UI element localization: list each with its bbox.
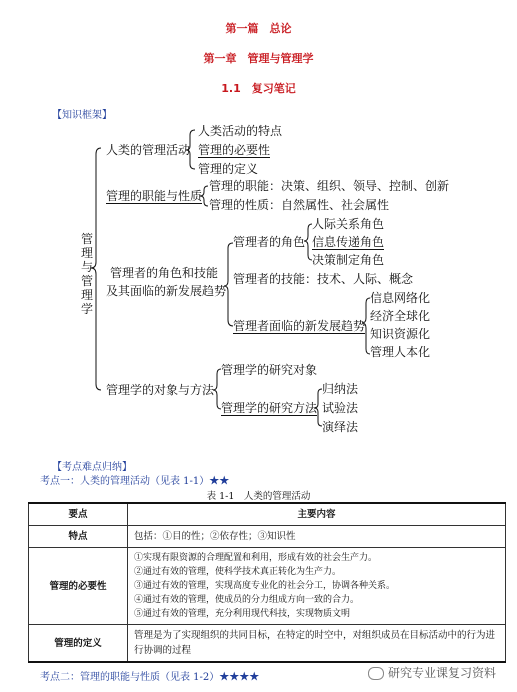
section-title: 1.1 复习笔记 bbox=[221, 82, 296, 95]
branch-roles-line2: 及其面临的新发展趋势 bbox=[106, 284, 227, 298]
keypoint-1-text: 考点一：人类的管理活动（见表 1-1） bbox=[40, 476, 210, 487]
row-content bbox=[128, 548, 506, 625]
row-line: ②通过有效的管理，使科学技术真正转化为生产力。 bbox=[134, 567, 342, 577]
leaf-deduction: 演绎法 bbox=[322, 420, 359, 434]
leaf-activity-feature: 人类活动的特点 bbox=[198, 124, 283, 138]
table-row bbox=[29, 548, 506, 625]
part-title: 第一篇 总论 bbox=[225, 22, 292, 35]
row-line: 管理是为了实现组织的共同目标，在特定的时空中，对组织成员在目标活动中的行为进行协调的过程 bbox=[134, 630, 496, 656]
keypoint-1 bbox=[40, 472, 229, 487]
leaf-necessity: 管理的必要性 bbox=[198, 143, 271, 157]
leaf-knowledge: 知识资源化 bbox=[370, 327, 431, 341]
summary-table bbox=[28, 502, 506, 663]
row-key: 管理的定义 bbox=[29, 625, 128, 663]
row-key: 特点 bbox=[29, 526, 128, 548]
framework-label: 【知识框架】 bbox=[52, 110, 112, 121]
keypoint-2-stars: ★★★★ bbox=[219, 672, 260, 683]
row-line: ⑤通过有效的管理，充分利用现代科技，实现物质文明 bbox=[134, 609, 351, 619]
table-header-key: 要点 bbox=[29, 503, 128, 526]
leaf-information-role: 信息传递角色 bbox=[312, 235, 385, 249]
table-row bbox=[29, 526, 506, 548]
leaf-functions: 管理的职能：决策、组织、领导、控制、创新 bbox=[209, 179, 450, 193]
branch-function-nature: 管理的职能与性质 bbox=[106, 189, 203, 203]
table-header-content: 主要内容 bbox=[128, 503, 506, 526]
keypoints-label: 【考点难点归纳】 bbox=[52, 462, 132, 473]
leaf-globalization: 经济全球化 bbox=[370, 309, 431, 323]
leaf-definition: 管理的定义 bbox=[198, 162, 259, 176]
chapter-title: 第一章 管理与管理学 bbox=[203, 52, 314, 65]
leaf-nature: 管理的性质：自然属性、社会属性 bbox=[209, 198, 390, 212]
node-manager-skill: 管理者的技能：技术、人际、概念 bbox=[233, 272, 414, 286]
row-line: ④通过有效的管理，使成员的分力组成方向一致的合力。 bbox=[134, 595, 360, 605]
row-content bbox=[128, 526, 506, 548]
leaf-experiment: 试验法 bbox=[322, 401, 359, 415]
row-line: 包括：①目的性；②依存性；③知识性 bbox=[134, 531, 296, 542]
node-research-method: 管理学的研究方法 bbox=[221, 401, 318, 415]
table-caption: 表 1-1 人类的管理活动 bbox=[206, 491, 311, 502]
row-content bbox=[128, 625, 506, 663]
leaf-interpersonal-role: 人际关系角色 bbox=[312, 217, 385, 231]
branch-human-management: 人类的管理活动 bbox=[106, 143, 191, 157]
branch-roles-line1: 管理者的角色和技能 bbox=[110, 266, 219, 280]
table-row bbox=[29, 625, 506, 663]
node-manager-role: 管理者的角色 bbox=[233, 235, 306, 249]
row-line: ①实现有限资源的合理配置和利用，形成有效的社会生产力。 bbox=[134, 553, 378, 563]
branch-object-method: 管理学的对象与方法 bbox=[106, 383, 215, 397]
keypoint-2-text: 考点二：管理的职能与性质（见表 1-2） bbox=[40, 672, 220, 683]
keypoint-2 bbox=[40, 668, 259, 683]
row-line: ③通过有效的管理，实现高度专业化的社会分工，协调各种关系。 bbox=[134, 581, 396, 591]
tree-root: 管理与管理学 bbox=[81, 232, 94, 316]
row-key: 管理的必要性 bbox=[29, 548, 128, 625]
watermark-text: 研究专业课复习资料 bbox=[388, 666, 497, 680]
leaf-info-network: 信息网络化 bbox=[370, 291, 431, 305]
node-research-object: 管理学的研究对象 bbox=[221, 363, 318, 377]
node-new-trend: 管理者面临的新发展趋势 bbox=[233, 319, 366, 333]
leaf-decision-role: 决策制定角色 bbox=[312, 253, 385, 267]
keypoint-1-stars: ★★ bbox=[209, 476, 230, 487]
watermark bbox=[368, 664, 496, 681]
leaf-induction: 归纳法 bbox=[322, 382, 359, 396]
leaf-humanism: 管理人本化 bbox=[370, 345, 431, 359]
wechat-icon bbox=[368, 667, 384, 680]
